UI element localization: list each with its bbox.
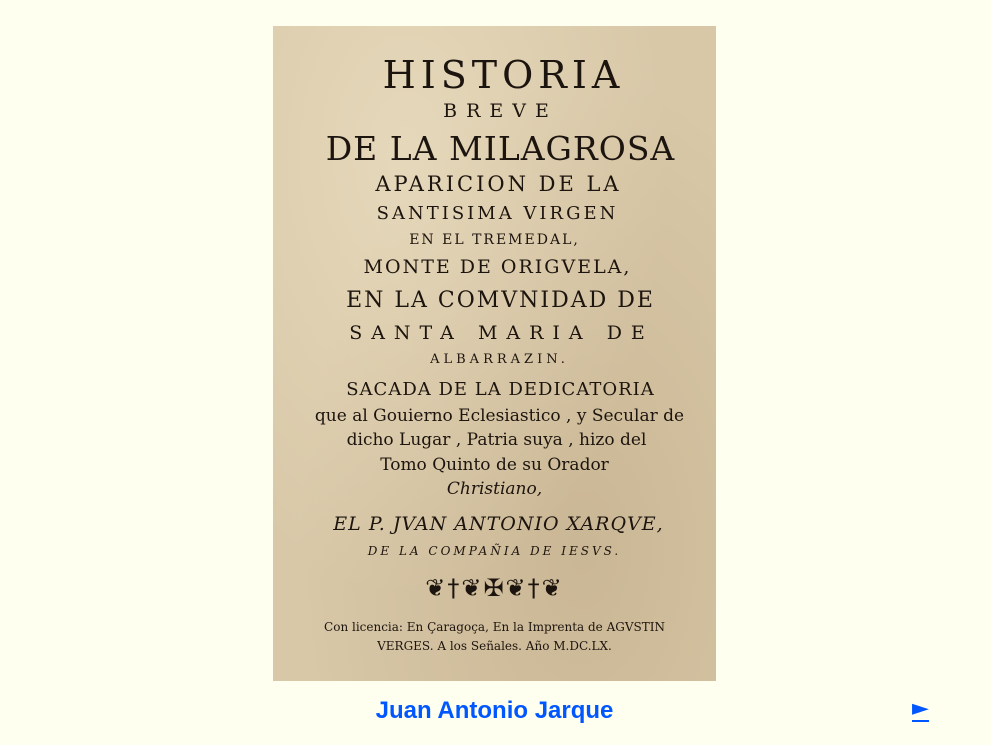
title-line-santa-maria: SANTA MARIA DE (349, 322, 654, 344)
imprint-line-licencia: Con licencia: En Çaragoça, En la Imprenta de AGVSTIN (324, 620, 665, 634)
next-arrow-link[interactable]: ► (912, 696, 929, 721)
title-line-historia: HISTORIA (382, 53, 625, 97)
title-line-albarrazin: ALBARRAZIN. (430, 352, 569, 367)
imprint-line-verges: VERGES. A los Señales. Año M.DC.LX. (377, 639, 612, 653)
title-line-author: EL P. JVAN ANTONIO XARQVE, (333, 513, 664, 535)
title-line-milagrosa: DE LA MILAGROSA (325, 129, 676, 168)
title-line-tomo-quinto: Tomo Quinto de su Orador (380, 455, 609, 475)
title-line-compania: DE LA COMPAÑIA DE IESVS. (367, 544, 622, 558)
title-line-dicho-lugar: dicho Lugar , Patria suya , hizo del (346, 430, 647, 450)
title-line-comunidad: EN LA COMVNIDAD DE (346, 288, 655, 313)
book-title-page-image (273, 26, 716, 681)
title-line-monte: MONTE DE ORIGVELA, (363, 256, 632, 278)
title-line-christiano: Christiano, (446, 479, 543, 499)
title-line-santisima: SANTISIMA VIRGEN (376, 203, 619, 224)
title-line-aparicion: APARICION DE LA (375, 172, 622, 196)
title-line-sacada: SACADA DE LA DEDICATORIA (346, 379, 655, 400)
title-line-gouierno: que al Gouierno Eclesiastico , y Secular de (314, 406, 685, 426)
printers-ornament: ❦†❦✠❦†❦ (425, 574, 564, 602)
title-line-tremedal: EN EL TREMEDAL, (409, 232, 580, 248)
image-caption: Juan Antonio Jarque (375, 697, 614, 724)
title-line-breve: BREVE (443, 100, 558, 122)
